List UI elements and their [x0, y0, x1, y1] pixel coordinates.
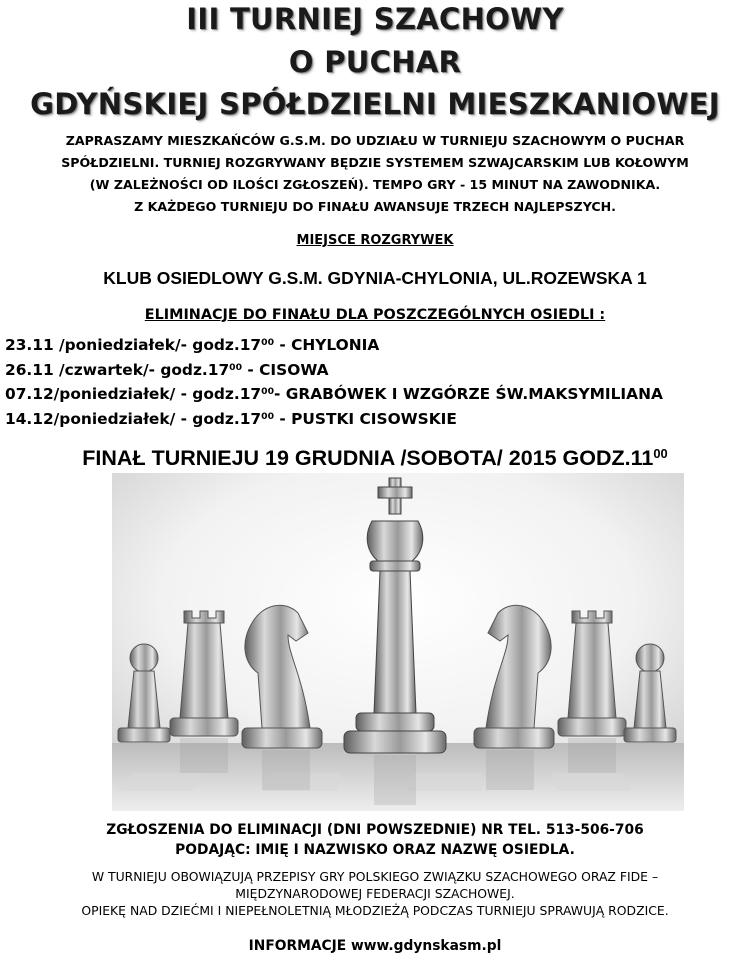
poster-title-line-2: O PUCHAR: [288, 45, 462, 79]
schedule-row: [5, 407, 750, 432]
schedule-estate: - PUSTKI CISOWSKIE: [274, 409, 457, 428]
schedule-estate: - CISOWA: [242, 360, 329, 379]
schedule-estate: - CHYLONIA: [274, 336, 380, 354]
final-minutes: 00: [653, 445, 668, 461]
schedule-date: 23.11 /poniedziałek/- godz.17: [5, 336, 262, 354]
schedule-minutes: 00: [261, 410, 274, 422]
registration-phone: ZGŁOSZENIA DO ELIMINACJI (DNI POWSZEDNIE) NR TEL. 513-506-706: [106, 822, 644, 838]
schedule-minutes: 00: [261, 336, 274, 348]
rules-line: MIĘDZYNARODOWEJ FEDERACJI SZACHOWEJ.: [235, 886, 515, 901]
schedule-row: [5, 382, 750, 407]
schedule-minutes: 00: [229, 361, 243, 373]
poster-title-line-1: III TURNIEJ SZACHOWY: [186, 2, 564, 36]
website-link[interactable]: www.gdynskasm.pl: [351, 938, 502, 954]
schedule-date: 26.11 /czwartek/- godz.17: [5, 360, 230, 379]
chess-pieces-photo: [112, 473, 684, 811]
schedule-row: [5, 358, 750, 383]
schedule-date: 07.12/poniedziałek/ - godz.17: [5, 385, 262, 403]
info-footer: [0, 938, 750, 954]
rules-paragraph: [0, 868, 750, 919]
intro-line: ZAPRASZAMY MIESZKAŃCÓW G.S.M. DO UDZIAŁU W TURNIEJU SZACHOWYM O PUCHAR: [65, 133, 685, 148]
schedule-estate: - GRABÓWEK I WZGÓRZE ŚW.MAKSYMILIANA: [274, 385, 663, 403]
eliminations-heading: ELIMINACJE DO FINAŁU DLA POSZCZEGÓLNYCH OSIEDLI :: [144, 307, 606, 323]
intro-paragraph: [0, 130, 750, 218]
schedule-date: 14.12/poniedziałek/ - godz.17: [5, 409, 262, 428]
poster-title-line-3: GDYŃSKIEJ SPÓŁDZIELNI MIESZKANIOWEJ: [30, 87, 720, 121]
rules-line: OPIEKĘ NAD DZIEĆMI I NIEPEŁNOLETNIĄ MŁODZIEŻĄ PODCZAS TURNIEJU SPRAWUJĄ RODZICE.: [81, 903, 669, 918]
rules-line: W TURNIEJU OBOWIĄZUJĄ PRZEPISY GRY POLSKIEGO ZWIĄZKU SZACHOWEGO ORAZ FIDE –: [91, 869, 659, 884]
intro-line: (W ZALEŻNOŚCI OD ILOŚCI ZGŁOSZEŃ). TEMPO GRY - 15 MINUT NA ZAWODNIKA.: [89, 177, 661, 192]
schedule-row: [5, 333, 750, 358]
intro-line: SPÓŁDZIELNI. TURNIEJ ROZGRYWANY BĘDZIE SYSTEMEM SZWAJCARSKIM LUB KOŁOWYM: [61, 155, 689, 170]
final-text: FINAŁ TURNIEJU 19 GRUDNIA /SOBOTA/ 2015 GODZ.11: [82, 446, 654, 470]
intro-line: Z KAŻDEGO TURNIEJU DO FINAŁU AWANSUJE TRZECH NAJLEPSZYCH.: [134, 199, 616, 214]
registration-requirements: PODAJĄC: IMIĘ I NAZWISKO ORAZ NAZWĘ OSIEDLA.: [175, 842, 575, 858]
final-announcement: [0, 446, 750, 471]
info-label: INFORMACJE: [248, 938, 352, 954]
registration-info: [0, 820, 750, 860]
schedule-minutes: 00: [261, 385, 274, 397]
venue-address: KLUB OSIEDLOWY G.S.M. GDYNIA-CHYLONIA, UL.ROZEWSKA 1: [103, 268, 647, 288]
eliminations-schedule: [5, 333, 750, 431]
venue-heading: MIEJSCE ROZGRYWEK: [296, 233, 454, 248]
